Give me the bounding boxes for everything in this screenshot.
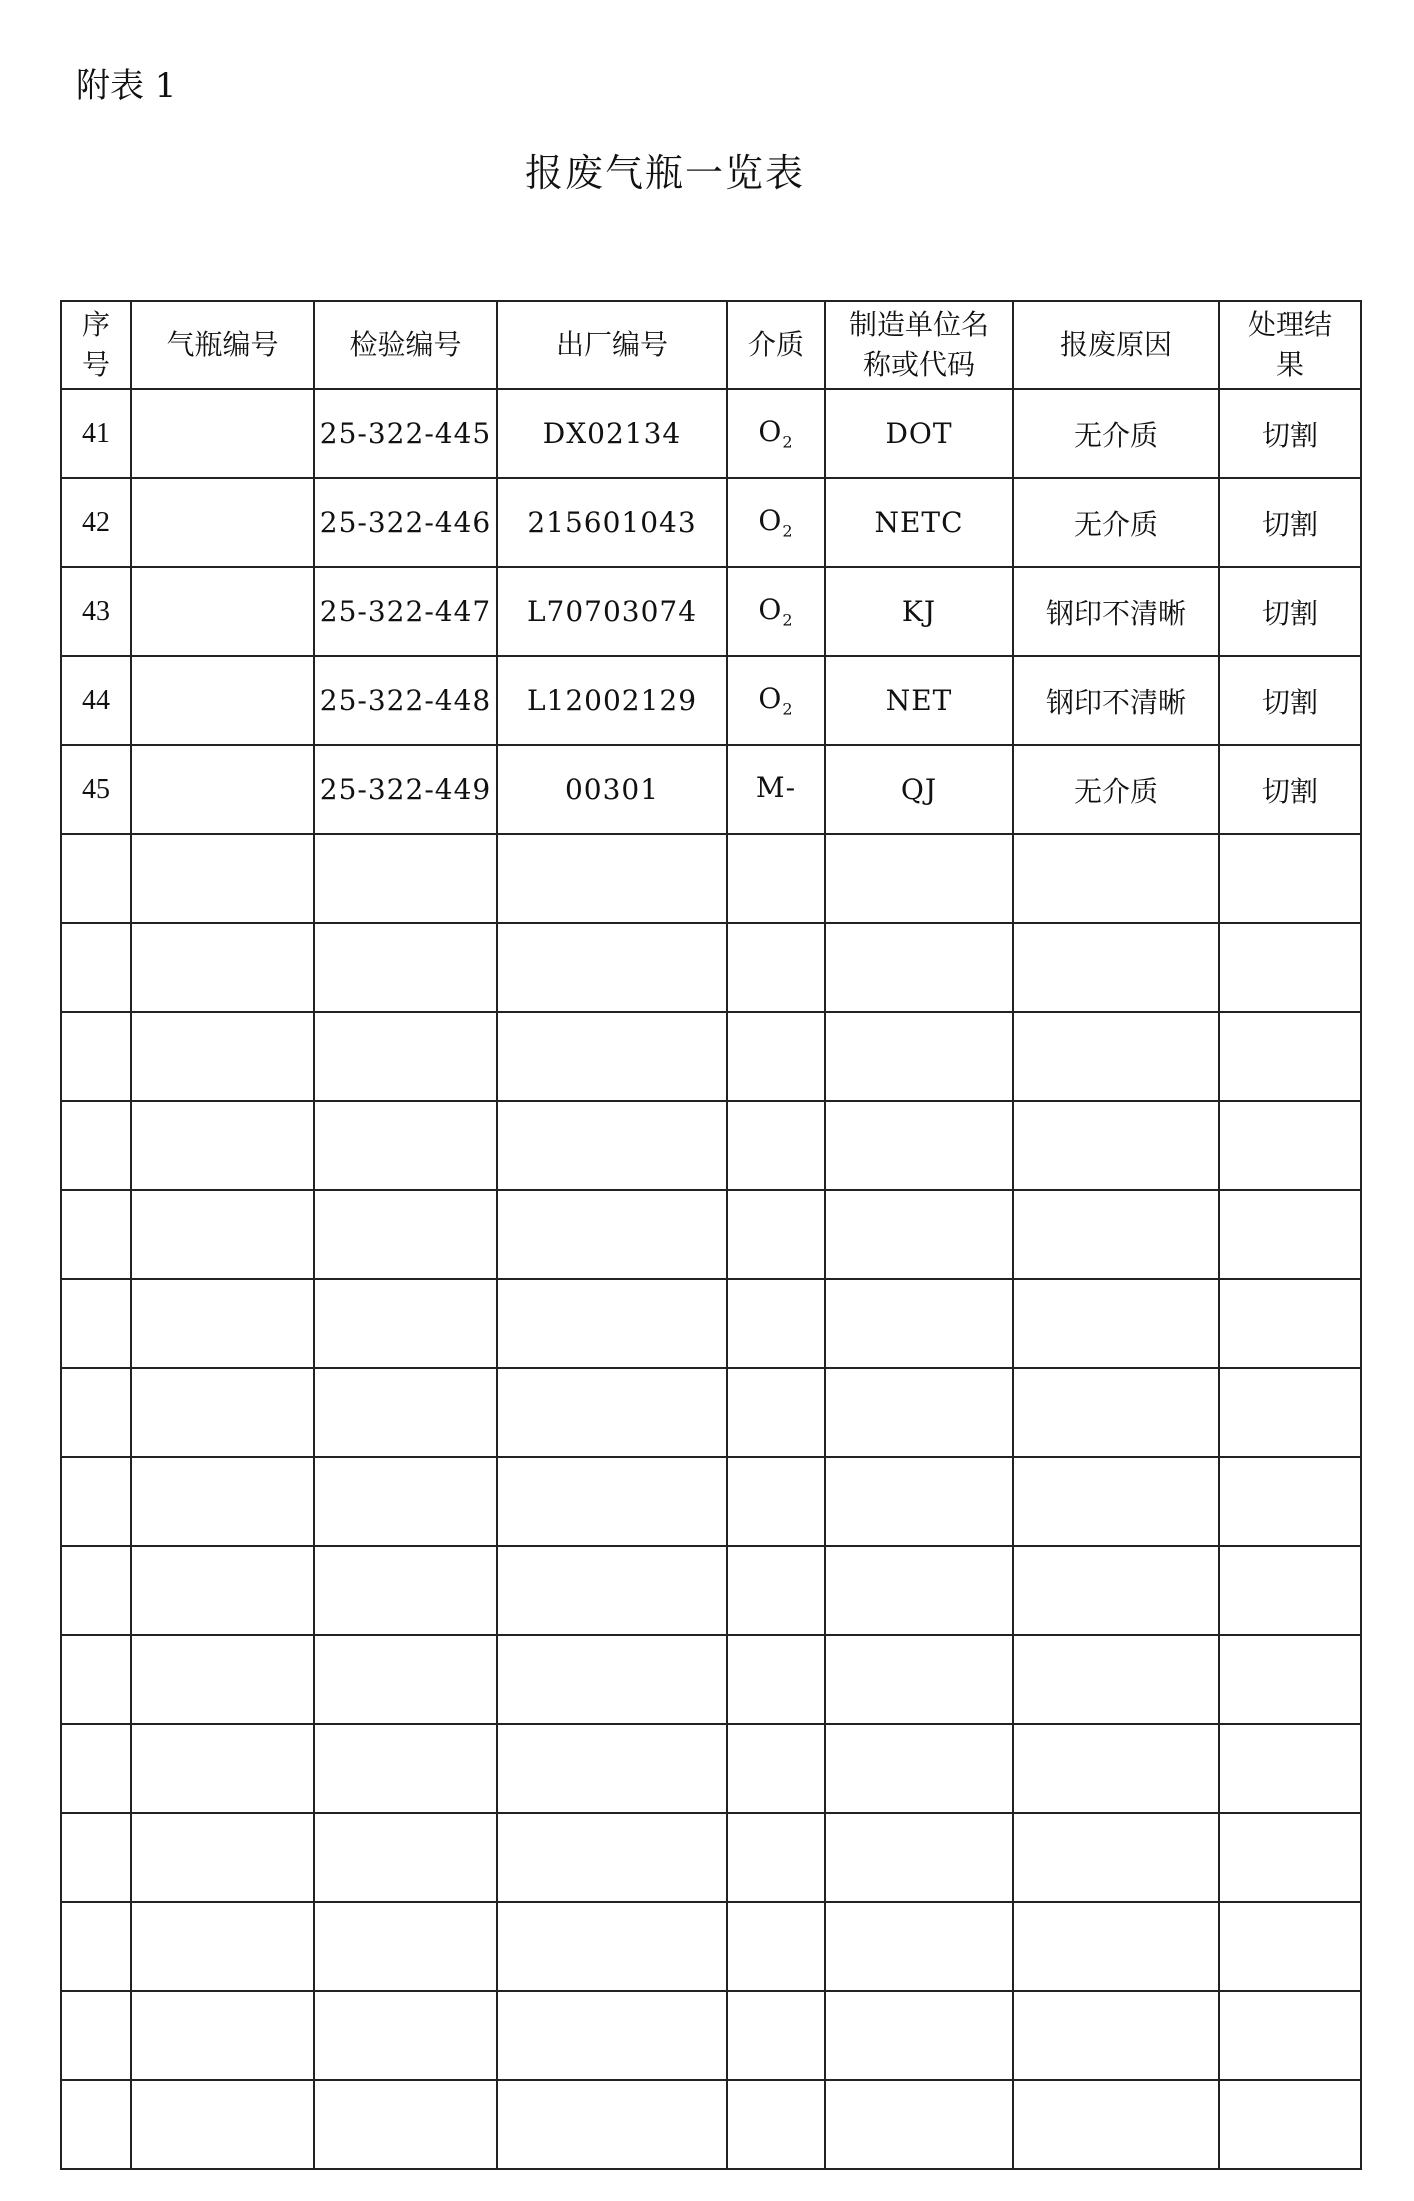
empty-cell xyxy=(825,1724,1013,1813)
empty-cell xyxy=(497,1012,727,1101)
table-row xyxy=(61,389,1361,478)
empty-cell xyxy=(727,1190,825,1279)
empty-table-row xyxy=(61,1012,1361,1101)
empty-cell xyxy=(1013,1902,1219,1991)
cell-reason: 无介质 xyxy=(1013,389,1219,478)
cell-reason: 无介质 xyxy=(1013,745,1219,834)
empty-cell xyxy=(61,1635,131,1724)
empty-cell xyxy=(1219,923,1361,1012)
empty-cell xyxy=(1219,834,1361,923)
empty-cell xyxy=(497,1368,727,1457)
empty-cell xyxy=(1219,1012,1361,1101)
cell-inspection-no: 25-322-447 xyxy=(314,567,497,656)
cell-reason: 无介质 xyxy=(1013,478,1219,567)
empty-cell xyxy=(314,923,497,1012)
cell-manufacturer: NETC xyxy=(825,478,1013,567)
empty-table-row xyxy=(61,1279,1361,1368)
empty-cell xyxy=(131,1279,314,1368)
empty-cell xyxy=(314,1902,497,1991)
empty-cell xyxy=(727,1279,825,1368)
cell-result: 切割 xyxy=(1219,567,1361,656)
cell-manufacturer: QJ xyxy=(825,745,1013,834)
empty-cell xyxy=(61,1902,131,1991)
empty-cell xyxy=(727,1902,825,1991)
empty-cell xyxy=(61,923,131,1012)
empty-cell xyxy=(131,1635,314,1724)
empty-cell xyxy=(131,1546,314,1635)
empty-cell xyxy=(131,1190,314,1279)
empty-cell xyxy=(1013,1012,1219,1101)
header-inspection-no: 检验编号 xyxy=(314,301,497,389)
cell-inspection-no: 25-322-445 xyxy=(314,389,497,478)
empty-cell xyxy=(1013,2080,1219,2169)
cell-factory-no: 215601043 xyxy=(497,478,727,567)
cell-manufacturer: NET xyxy=(825,656,1013,745)
empty-cell xyxy=(314,1457,497,1546)
cell-result: 切割 xyxy=(1219,656,1361,745)
cell-cylinder-no xyxy=(131,656,314,745)
table-header-row xyxy=(61,301,1361,389)
cell-factory-no: L70703074 xyxy=(497,567,727,656)
empty-cell xyxy=(727,2080,825,2169)
empty-cell xyxy=(314,1724,497,1813)
empty-cell xyxy=(1013,1368,1219,1457)
empty-cell xyxy=(61,1813,131,1902)
empty-cell xyxy=(497,1991,727,2080)
empty-cell xyxy=(131,923,314,1012)
cell-inspection-no: 25-322-449 xyxy=(314,745,497,834)
empty-cell xyxy=(727,923,825,1012)
empty-cell xyxy=(1013,1635,1219,1724)
empty-cell xyxy=(825,1101,1013,1190)
header-reason: 报废原因 xyxy=(1013,301,1219,389)
empty-cell xyxy=(497,1546,727,1635)
empty-cell xyxy=(825,1546,1013,1635)
cell-cylinder-no xyxy=(131,389,314,478)
cell-seq: 43 xyxy=(61,567,131,656)
empty-cell xyxy=(1219,2080,1361,2169)
empty-cell xyxy=(497,1457,727,1546)
empty-cell xyxy=(61,2080,131,2169)
cell-result: 切割 xyxy=(1219,745,1361,834)
empty-cell xyxy=(1219,1279,1361,1368)
empty-cell xyxy=(131,1457,314,1546)
empty-table-row xyxy=(61,1813,1361,1902)
empty-cell xyxy=(314,1991,497,2080)
empty-cell xyxy=(497,1813,727,1902)
empty-cell xyxy=(825,1813,1013,1902)
empty-cell xyxy=(825,2080,1013,2169)
empty-table-row xyxy=(61,2080,1361,2169)
empty-cell xyxy=(61,1012,131,1101)
header-manufacturer: 制造单位名 称或代码 xyxy=(825,301,1013,389)
empty-cell xyxy=(314,1279,497,1368)
empty-cell xyxy=(1013,923,1219,1012)
empty-cell xyxy=(825,923,1013,1012)
header-factory-no: 出厂编号 xyxy=(497,301,727,389)
cell-inspection-no: 25-322-448 xyxy=(314,656,497,745)
empty-cell xyxy=(825,1635,1013,1724)
empty-cell xyxy=(825,1457,1013,1546)
empty-cell xyxy=(61,1457,131,1546)
cell-seq: 41 xyxy=(61,389,131,478)
cell-reason: 钢印不清晰 xyxy=(1013,567,1219,656)
empty-cell xyxy=(314,1635,497,1724)
cell-factory-no: L12002129 xyxy=(497,656,727,745)
empty-cell xyxy=(825,1012,1013,1101)
empty-table-row xyxy=(61,923,1361,1012)
empty-cell xyxy=(61,1368,131,1457)
empty-cell xyxy=(497,1279,727,1368)
empty-table-row xyxy=(61,1902,1361,1991)
cell-medium: $O_2$ xyxy=(727,478,825,567)
empty-cell xyxy=(1013,1457,1219,1546)
empty-cell xyxy=(727,1724,825,1813)
empty-cell xyxy=(497,1635,727,1724)
empty-table-row xyxy=(61,1190,1361,1279)
empty-cell xyxy=(727,834,825,923)
empty-cell xyxy=(497,1902,727,1991)
empty-cell xyxy=(1219,1101,1361,1190)
empty-cell xyxy=(497,2080,727,2169)
empty-cell xyxy=(497,834,727,923)
empty-cell xyxy=(825,834,1013,923)
empty-cell xyxy=(727,1991,825,2080)
empty-cell xyxy=(314,834,497,923)
empty-cell xyxy=(61,834,131,923)
cell-cylinder-no xyxy=(131,478,314,567)
empty-cell xyxy=(314,1101,497,1190)
empty-table-row xyxy=(61,1546,1361,1635)
empty-cell xyxy=(61,1279,131,1368)
empty-cell xyxy=(314,1813,497,1902)
empty-cell xyxy=(131,1368,314,1457)
appendix-label: 附表 1 xyxy=(76,66,177,106)
empty-table-row xyxy=(61,1635,1361,1724)
empty-cell xyxy=(1219,1457,1361,1546)
cell-manufacturer: DOT xyxy=(825,389,1013,478)
empty-cell xyxy=(727,1813,825,1902)
empty-cell xyxy=(1219,1190,1361,1279)
cell-factory-no: DX02134 xyxy=(497,389,727,478)
empty-cell xyxy=(1013,1724,1219,1813)
empty-table-row xyxy=(61,1101,1361,1190)
cell-result: 切割 xyxy=(1219,478,1361,567)
empty-cell xyxy=(1013,1546,1219,1635)
header-medium: 介质 xyxy=(727,301,825,389)
empty-cell xyxy=(497,1724,727,1813)
empty-table-row xyxy=(61,1457,1361,1546)
empty-cell xyxy=(1013,834,1219,923)
empty-cell xyxy=(1219,1902,1361,1991)
empty-cell xyxy=(131,1101,314,1190)
empty-cell xyxy=(1219,1813,1361,1902)
empty-cell xyxy=(1013,1813,1219,1902)
empty-cell xyxy=(61,1724,131,1813)
empty-table-row xyxy=(61,1368,1361,1457)
empty-cell xyxy=(314,1012,497,1101)
cell-seq: 44 xyxy=(61,656,131,745)
empty-cell xyxy=(1219,1635,1361,1724)
empty-cell xyxy=(131,834,314,923)
empty-cell xyxy=(825,1190,1013,1279)
cell-cylinder-no xyxy=(131,567,314,656)
empty-cell xyxy=(1013,1101,1219,1190)
empty-cell xyxy=(131,1902,314,1991)
cell-seq: 45 xyxy=(61,745,131,834)
cell-medium: $O_2$ xyxy=(727,656,825,745)
empty-cell xyxy=(497,1190,727,1279)
empty-cell xyxy=(497,923,727,1012)
table-row xyxy=(61,656,1361,745)
table-row xyxy=(61,478,1361,567)
table-row xyxy=(61,745,1361,834)
cell-cylinder-no xyxy=(131,745,314,834)
empty-cell xyxy=(1013,1991,1219,2080)
empty-cell xyxy=(1219,1724,1361,1813)
empty-cell xyxy=(61,1190,131,1279)
empty-cell xyxy=(727,1012,825,1101)
empty-cell xyxy=(1219,1991,1361,2080)
empty-cell xyxy=(61,1991,131,2080)
empty-cell xyxy=(314,1368,497,1457)
empty-cell xyxy=(131,1012,314,1101)
cell-medium: M- xyxy=(727,745,825,834)
cell-medium: $O_2$ xyxy=(727,389,825,478)
empty-cell xyxy=(61,1546,131,1635)
empty-table-row xyxy=(61,1991,1361,2080)
cell-inspection-no: 25-322-446 xyxy=(314,478,497,567)
empty-cell xyxy=(131,1813,314,1902)
page-title: 报废气瓶一览表 xyxy=(524,151,805,195)
empty-cell xyxy=(825,1902,1013,1991)
table-row xyxy=(61,567,1361,656)
empty-table-row xyxy=(61,834,1361,923)
cell-manufacturer: KJ xyxy=(825,567,1013,656)
empty-cell xyxy=(727,1457,825,1546)
empty-cell xyxy=(1013,1190,1219,1279)
empty-cell xyxy=(727,1546,825,1635)
empty-cell xyxy=(61,1101,131,1190)
empty-cell xyxy=(314,1190,497,1279)
empty-cell xyxy=(727,1368,825,1457)
cell-reason: 钢印不清晰 xyxy=(1013,656,1219,745)
cell-factory-no: 00301 xyxy=(497,745,727,834)
empty-cell xyxy=(131,2080,314,2169)
empty-cell xyxy=(314,2080,497,2169)
header-result: 处理结 果 xyxy=(1219,301,1361,389)
scrapped-cylinder-table xyxy=(60,300,1362,2170)
empty-cell xyxy=(131,1724,314,1813)
empty-cell xyxy=(131,1991,314,2080)
header-cylinder-no: 气瓶编号 xyxy=(131,301,314,389)
empty-cell xyxy=(497,1101,727,1190)
empty-cell xyxy=(1219,1546,1361,1635)
empty-cell xyxy=(314,1546,497,1635)
empty-table-row xyxy=(61,1724,1361,1813)
empty-cell xyxy=(727,1635,825,1724)
cell-medium: $O_2$ xyxy=(727,567,825,656)
cell-seq: 42 xyxy=(61,478,131,567)
empty-cell xyxy=(727,1101,825,1190)
empty-cell xyxy=(825,1279,1013,1368)
cell-result: 切割 xyxy=(1219,389,1361,478)
empty-cell xyxy=(1013,1279,1219,1368)
empty-cell xyxy=(1219,1368,1361,1457)
empty-cell xyxy=(825,1991,1013,2080)
empty-cell xyxy=(825,1368,1013,1457)
header-seq: 序 号 xyxy=(61,301,131,389)
